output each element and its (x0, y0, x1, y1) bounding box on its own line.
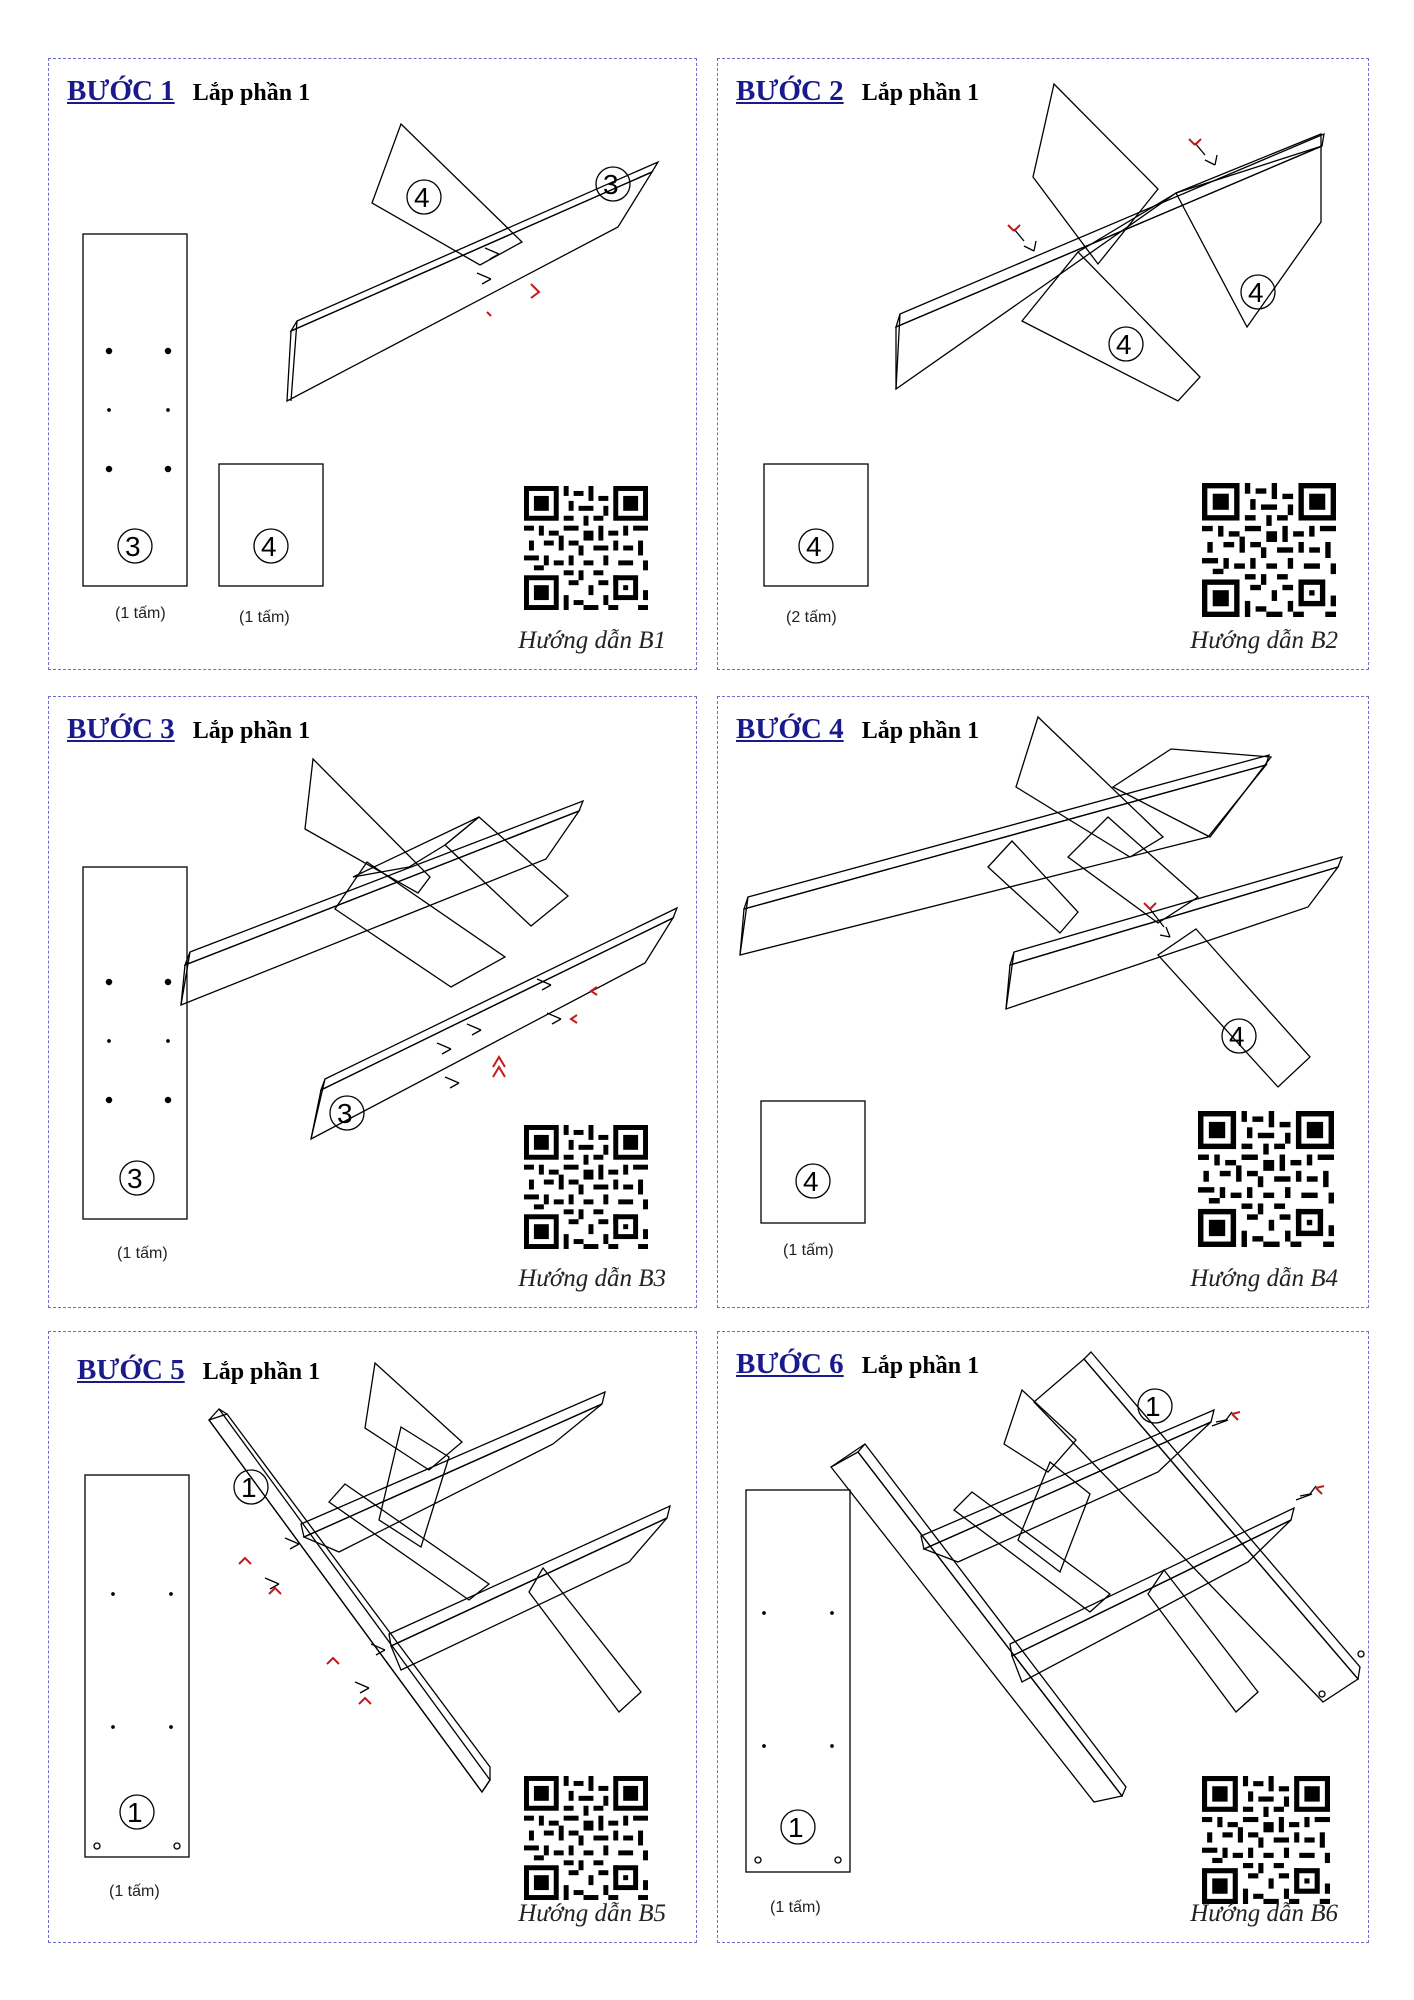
qr-code-icon[interactable] (524, 486, 648, 610)
qr-code-icon[interactable] (1202, 483, 1336, 617)
step-panel-2 (717, 58, 1369, 670)
assembly-label: 4 (414, 182, 430, 213)
qr-code-icon[interactable] (524, 1776, 648, 1900)
part-label: 1 (788, 1812, 804, 1843)
step-title: BƯỚC 3 (67, 713, 175, 745)
part-number-labels (127, 1098, 353, 1194)
part-label: 4 (806, 531, 822, 562)
step-panel-4 (717, 696, 1369, 1308)
step-subtitle: Lắp phần 1 (861, 718, 980, 744)
part-label: 3 (125, 531, 141, 562)
step-subtitle: Lắp phần 1 (861, 1353, 980, 1379)
divider-panel-4 (1022, 252, 1200, 401)
assembly-label: 3 (603, 169, 619, 200)
step-title: BƯỚC 5 (77, 1354, 185, 1386)
part-quantity: (1 tấm) (117, 1245, 168, 1262)
guide-link[interactable]: Hướng dẫn B3 (518, 1265, 666, 1292)
part-label: 1 (127, 1797, 143, 1828)
guide-link[interactable]: Hướng dẫn B4 (1190, 1265, 1338, 1292)
part-panel-4 (761, 1101, 865, 1223)
part-quantity: (1 tấm) (770, 1899, 821, 1916)
part-label: 4 (803, 1166, 819, 1197)
assembly-label: 3 (337, 1098, 353, 1129)
side-panel-1 (209, 1409, 490, 1792)
assembly-label: 4 (1248, 277, 1264, 308)
step-title: BƯỚC 4 (736, 713, 844, 745)
assembly-label: 4 (1229, 1021, 1245, 1052)
part-panel-4 (219, 464, 323, 586)
step-subtitle: Lắp phần 1 (202, 1359, 321, 1385)
part-label: 3 (127, 1163, 143, 1194)
step-subtitle: Lắp phần 1 (861, 80, 980, 106)
step-subtitle: Lắp phần 1 (192, 718, 311, 744)
guide-link[interactable]: Hướng dẫn B5 (518, 1900, 666, 1927)
qr-code-icon[interactable] (1202, 1776, 1330, 1904)
guide-link[interactable]: Hướng dẫn B2 (1190, 627, 1338, 654)
part-number-labels (806, 277, 1264, 562)
step-subtitle: Lắp phần 1 (192, 80, 311, 106)
divider-panel-4 (1158, 929, 1310, 1087)
assembly-label: 4 (1116, 329, 1132, 360)
guide-link[interactable]: Hướng dẫn B6 (1190, 1900, 1338, 1927)
step-panel-5 (48, 1331, 697, 1943)
part-quantity: (2 tấm) (786, 609, 837, 626)
part-quantity: (1 tấm) (109, 1883, 160, 1900)
step-title: BƯỚC 1 (67, 75, 175, 107)
part-number-labels (803, 1021, 1245, 1197)
guide-link[interactable]: Hướng dẫn B1 (518, 627, 666, 654)
part-quantity: (1 tấm) (239, 609, 290, 626)
qr-code-icon[interactable] (524, 1125, 648, 1249)
qr-code-icon[interactable] (1198, 1111, 1334, 1247)
step-panel-3 (48, 696, 697, 1308)
step-title: BƯỚC 6 (736, 1348, 844, 1380)
assembly-label: 1 (1145, 1391, 1161, 1422)
part-quantity: (1 tấm) (115, 605, 166, 622)
part-label: 4 (261, 531, 277, 562)
part-panel-4 (764, 464, 868, 586)
part-number-labels (127, 1472, 257, 1828)
part-quantity: (1 tấm) (783, 1242, 834, 1259)
step-title: BƯỚC 2 (736, 75, 844, 107)
step-panel-1 (48, 58, 697, 670)
assembly-label: 1 (241, 1472, 257, 1503)
divider-panel-4 (372, 124, 522, 265)
step-panel-6 (717, 1331, 1369, 1943)
